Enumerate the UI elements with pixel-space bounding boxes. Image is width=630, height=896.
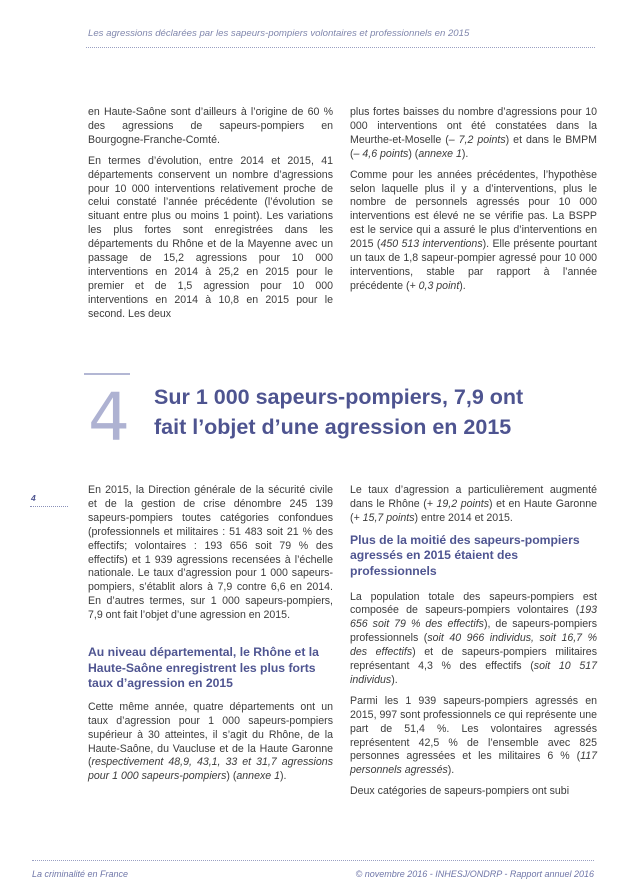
page-number: 4 [31,493,36,503]
top-right-column [350,106,597,301]
section-number: 4 [84,373,130,467]
subheading: Au niveau départemental, le Rhône et la Haute-Saône enregistrent les plus forts taux d’agression en 2015 [88,645,319,691]
section-title: Sur 1 000 sapeurs-pompiers, 7,9 ont fait l’objet d’une agression en 2015 [154,385,524,439]
paragraph: Comme pour les années précédentes, l’hypothèse selon laquelle plus il y a d’interventions, plus le nombre de personnels agressés pour 10 000 interventions est élevé ne se vérifie pas. La BSPP est le service qui a assuré le plus d’interventions en 2015 (450 513 interventions). Elle présente pourtant un taux de 1,8 sapeur-pompier agressé pour 10 000 interventions, stable par rapport à l’année précédente (+ 0,3 point). [350,168,597,292]
paragraph: plus fortes baisses du nombre d’agressions pour 10 000 interventions ont été constatées dans la Meurthe-et-Moselle (– 7,2 points) et dans le BMPM (– 4,6 points) (annexe 1). [350,106,597,160]
bottom-left-column [88,484,333,791]
paragraph: Le taux d’agression a particulièrement augmenté dans le Rhône (+ 19,2 points) et en Haute Garonne (+ 15,7 points) entre 2014 et 2015. [350,484,597,524]
top-left-column [88,106,333,329]
paragraph: en Haute-Saône sont d’ailleurs à l’origine de 60 % des agressions de sapeurs-pompiers en Bourgogne-Franche-Comté. [88,106,333,146]
bottom-right-column [350,484,597,806]
footer-publication: La criminalité en France [32,869,129,879]
paragraph: Deux catégories de sapeurs-pompiers ont subi [350,785,570,798]
paragraph: En termes d’évolution, entre 2014 et 2015, 41 départements conservent un nombre d’agressions pour 10 000 interventions relativement proche de celui constaté l’année précédente (l’évolution se situant entre plus ou moins 1 point). Les variations les plus fortes sont enregistrées dans les départements du Rhône et de la Mayenne avec un passage de 15,2 agressions pour 10 000 interventions en 2014 à 25,2 en 2015 pour le premier et de 1,5 agression pour 10 000 interventions en 2014 à 10,8 en 2015 pour le second. Les deux [88,154,333,320]
paragraph: Cette même année, quatre départements ont un taux d’agression pour 1 000 sapeurs-pompiers supérieur à 30 atteintes, il s’agit du Rhône, de la Haute-Saône, du Vaucluse et de la Haute Garonne (respectivement 48,9, 43,1, 33 et 31,7 agressions pour 1 000 sapeurs-pompiers) (annexe 1). [88,700,333,783]
header-rule [86,47,595,48]
paragraph: La population totale des sapeurs-pompiers est composée de sapeurs-pompiers volontaires (193 656 soit 79 % des effectifs), de sapeurs-pompiers professionnels (soit 40 966 individus, soit 16,7 % des effectifs) et de sapeurs-pompiers militaires représentant 4,3 % des effectifs (soit 10 517 individus). [350,590,597,686]
subheading: Plus de la moitié des sapeurs-pompiers agressés en 2015 étaient des professionnels [350,532,580,578]
running-header: Les agressions déclarées par les sapeurs-pompiers volontaires et professionnels en 2015 [88,28,470,39]
paragraph: En 2015, la Direction générale de la sécurité civile et de la gestion de crise dénombre 245 139 sapeurs-pompiers toutes catégories confondues (professionnels et militaires : 51 483 soit 21 % des effectifs; volontaires : 193 656 soit 79 % des effectifs) et 1 939 agressions recensées à l’échelle nationale. Le taux d’agression pour 1 000 sapeurs-pompiers, s’établit alors à 7,9 contre 6,6 en 2014. En d’autres termes, sur 1 000 sapeurs-pompiers, 7,9 ont fait l’objet d’une agression en 2015. [88,484,333,622]
paragraph: Parmi les 1 939 sapeurs-pompiers agressés en 2015, 997 sont professionnels ce qui représente une part de 51,4 %. Les volontaires agressés représentent 42,5 % de l’ensemble avec 825 personnes agressées et les militaires 6 % (117 personnels agressés). [350,694,597,777]
page-number-rule [30,506,68,507]
footer-copyright: © novembre 2016 - INHESJ/ONDRP - Rapport annuel 2016 [355,869,594,879]
footer-rule [32,860,594,861]
